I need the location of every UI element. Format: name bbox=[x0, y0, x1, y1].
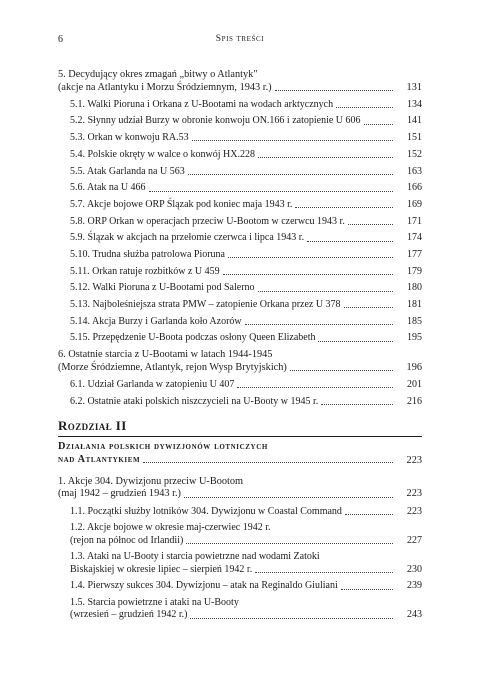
toc-subsection-entry[interactable] bbox=[58, 115, 422, 127]
toc-page-number: 227 bbox=[407, 534, 422, 546]
leader-dots bbox=[290, 370, 393, 371]
toc-entry-row bbox=[70, 266, 422, 278]
toc-section-1[interactable] bbox=[58, 476, 422, 501]
toc-entry-row bbox=[70, 609, 422, 621]
toc-entry-title: 6.1. Udział Garlanda w zatopieniu U 407 bbox=[70, 378, 235, 390]
toc-entry-title: 5.15. Przepędzenie U-Boota podczas osłony Queen Elizabeth bbox=[70, 332, 316, 344]
toc-entry-title: 5.8. ORP Orkan w operacjach przeciw U-Bootom w czerwcu 1943 r. bbox=[70, 215, 345, 227]
toc-entry-row bbox=[70, 282, 422, 294]
toc-subsection-entry[interactable] bbox=[58, 232, 422, 244]
chapter-title: Rozdział II bbox=[58, 417, 127, 433]
toc-page-number: 243 bbox=[407, 609, 422, 621]
leader-dots bbox=[258, 157, 393, 158]
toc-page-number: 152 bbox=[407, 148, 422, 160]
toc-subsection-entry[interactable] bbox=[58, 522, 422, 547]
toc-entry-row bbox=[70, 149, 422, 161]
toc-entry-title: 5.4. Polskie okręty w walce o konwój HX.228 bbox=[70, 148, 255, 160]
leader-dots bbox=[186, 543, 393, 544]
toc-page-number: 131 bbox=[406, 81, 422, 93]
toc-entry-row bbox=[70, 506, 422, 518]
toc-page-number: 174 bbox=[407, 232, 422, 244]
leader-dots bbox=[223, 274, 393, 275]
toc-subsection-entry[interactable] bbox=[58, 249, 422, 261]
toc-page-number: 239 bbox=[407, 580, 422, 592]
toc-entry-line1: 1.3. Ataki na U-Booty i starcia powietrzne nad wodami Zatoki bbox=[70, 551, 320, 563]
toc-subsection-entry[interactable] bbox=[58, 182, 422, 194]
toc-subsection-entry[interactable] bbox=[58, 396, 422, 408]
toc-subsection-entry[interactable] bbox=[58, 316, 422, 328]
toc-subsection-entry[interactable] bbox=[58, 132, 422, 144]
toc-entry-row bbox=[70, 232, 422, 244]
toc-entry-line2: (rejon na północ od Irlandii) bbox=[70, 534, 184, 546]
leader-dots bbox=[336, 107, 393, 108]
leader-dots bbox=[228, 257, 393, 258]
leader-dots bbox=[321, 404, 393, 405]
leader-dots bbox=[192, 140, 393, 141]
running-head: Spis treści bbox=[215, 34, 265, 44]
toc-page-number: 163 bbox=[407, 165, 422, 177]
toc-subsection-list-5 bbox=[58, 99, 422, 345]
toc-entry-title: 5.7. Akcje bojowe ORP Ślązak pod koniec maja 1943 r. bbox=[70, 198, 293, 210]
toc-entry-title: 6.2. Ostatnie ataki polskich niszczycieli na U-Booty w 1945 r. bbox=[70, 395, 319, 407]
toc-entry-title: 5.9. Ślązak w akcjach na przełomie czerwca i lipca 1943 r. bbox=[70, 232, 305, 244]
toc-subsection-entry[interactable] bbox=[58, 332, 422, 344]
leader-dots bbox=[295, 207, 393, 208]
toc-section-5[interactable] bbox=[58, 69, 422, 94]
toc-entry-line1: 1.2. Akcje bojowe w okresie maj-czerwiec 1942 r. bbox=[70, 522, 271, 534]
toc-entry-line2: (Morze Śródziemne, Atlantyk, rejon Wysp Brytyjskich) bbox=[58, 361, 287, 373]
leader-dots bbox=[348, 224, 393, 225]
leader-dots bbox=[364, 124, 393, 125]
toc-entry-row bbox=[70, 332, 422, 344]
toc-entry-row bbox=[70, 216, 422, 228]
toc-entry-row bbox=[70, 182, 422, 194]
toc-page-number: 134 bbox=[407, 98, 422, 110]
toc-entry-line1: 5. Decydujący okres zmagań „bitwy o Atlantyk" bbox=[58, 69, 258, 80]
leader-dots bbox=[143, 462, 393, 463]
toc-page-number: 196 bbox=[406, 361, 422, 373]
toc-page-number: 180 bbox=[407, 282, 422, 294]
chapter-rule bbox=[58, 436, 422, 437]
toc-entry-row bbox=[70, 316, 422, 328]
chapter-subtitle-line2: nad Atlantykiem bbox=[58, 453, 141, 465]
page-header bbox=[58, 34, 422, 48]
toc-entry-title: 1.1. Początki służby lotników 304. Dywizjonu w Coastal Command bbox=[70, 505, 342, 517]
toc-entry-title: 5.11. Orkan ratuje rozbitków z U 459 bbox=[70, 265, 220, 277]
leader-dots bbox=[344, 307, 393, 308]
leader-dots bbox=[184, 497, 393, 498]
toc-page-number: 151 bbox=[407, 132, 422, 144]
toc-section-6[interactable] bbox=[58, 349, 422, 374]
leader-dots bbox=[245, 324, 393, 325]
toc-page-number: 181 bbox=[407, 299, 422, 311]
toc-entry-line2: (akcje na Atlantyku i Morzu Śródziemnym, 1943 r.) bbox=[58, 81, 272, 93]
leader-dots bbox=[149, 191, 393, 192]
leader-dots bbox=[188, 174, 393, 175]
toc-subsection-entry[interactable] bbox=[58, 299, 422, 311]
toc-subsection-entry[interactable] bbox=[58, 266, 422, 278]
chapter-subtitle-line1: Działania polskich dywizjonów lotniczych bbox=[58, 440, 268, 452]
toc-entry-row bbox=[70, 99, 422, 111]
toc-entry-line2: Biskajskiej w okresie lipiec – sierpień 1942 r. bbox=[70, 563, 253, 575]
toc-page-number: 223 bbox=[406, 488, 422, 500]
toc-entry-title: 5.3. Orkan w konwoju RA.53 bbox=[70, 132, 189, 144]
leader-dots bbox=[190, 618, 393, 619]
toc-subsection-entry[interactable] bbox=[58, 99, 422, 111]
leader-dots bbox=[341, 589, 393, 590]
toc-page-number: 171 bbox=[407, 215, 422, 227]
toc-entry-title: 5.13. Najboleśniejsza strata PMW – zatopienie Orkana przez U 378 bbox=[70, 299, 341, 311]
toc-subsection-entry[interactable] bbox=[58, 379, 422, 391]
toc-page-number: 223 bbox=[407, 505, 422, 517]
toc-subsection-list-6 bbox=[58, 379, 422, 408]
toc-entry-row bbox=[70, 299, 422, 311]
toc-page-number: 169 bbox=[407, 198, 422, 210]
leader-dots bbox=[237, 387, 393, 388]
toc-entry-title: 5.6. Atak na U 466 bbox=[70, 182, 146, 194]
leader-dots bbox=[307, 241, 393, 242]
toc-entry-title: 5.12. Walki Pioruna z U-Bootami pod Salerno bbox=[70, 282, 255, 294]
toc-page-number: 223 bbox=[406, 454, 422, 466]
toc-subsection-entry[interactable] bbox=[58, 506, 422, 518]
toc-page-number: 216 bbox=[407, 395, 422, 407]
toc-entry-title: 5.1. Walki Pioruna i Orkana z U-Bootami na wodach arktycznych bbox=[70, 98, 334, 110]
leader-dots bbox=[258, 291, 393, 292]
toc-entry-row bbox=[70, 249, 422, 261]
toc-entry-title: 5.10. Trudna służba patrolowa Pioruna bbox=[70, 248, 225, 260]
leader-dots bbox=[345, 514, 393, 515]
toc-entry-title: 5.2. Słynny udział Burzy w obronie konwoju ON.166 i zatopienie U 606 bbox=[70, 115, 361, 127]
toc-page-number: 230 bbox=[407, 563, 422, 575]
toc-entry-title: 1.4. Pierwszy sukces 304. Dywizjonu – atak na Reginaldo Giuliani bbox=[70, 580, 338, 592]
toc-entry-row bbox=[70, 166, 422, 178]
toc-subsection-entry[interactable] bbox=[58, 551, 422, 576]
toc-entry-row bbox=[70, 535, 422, 547]
chapter-2-heading[interactable] bbox=[58, 418, 422, 466]
toc-subsection-entry[interactable] bbox=[58, 580, 422, 592]
toc-entry-line1: 1. Akcje 304. Dywizjonu przeciw U-Bootom bbox=[58, 475, 244, 487]
toc-page-number: 201 bbox=[407, 378, 422, 390]
toc-subsection-entry[interactable] bbox=[58, 597, 422, 622]
toc-page-number: 177 bbox=[407, 248, 422, 260]
toc-entry-row bbox=[70, 379, 422, 391]
toc-entry-row bbox=[70, 396, 422, 408]
toc-entry-row bbox=[70, 580, 422, 592]
leader-dots bbox=[318, 341, 393, 342]
toc-entry-line2: (maj 1942 – grudzień 1943 r.) bbox=[58, 488, 181, 500]
toc-entry-line1: 6. Ostatnie starcia z U-Bootami w latach 1944-1945 bbox=[58, 349, 273, 361]
toc-entry-line1: 1.5. Starcia powietrzne i ataki na U-Booty bbox=[70, 596, 239, 608]
toc-subsection-entry[interactable] bbox=[58, 216, 422, 228]
toc-page-number: 179 bbox=[407, 265, 422, 277]
toc-entry-row bbox=[70, 564, 422, 576]
toc-entry-title: 5.14. Akcja Burzy i Garlanda koło Azorów bbox=[70, 315, 242, 327]
toc-subsection-list-ch2 bbox=[58, 506, 422, 622]
leader-dots bbox=[255, 572, 393, 573]
toc-subsection-entry[interactable] bbox=[58, 149, 422, 161]
toc-entry-title: 5.5. Atak Garlanda na U 563 bbox=[70, 165, 185, 177]
toc-entry-row bbox=[70, 132, 422, 144]
leader-dots bbox=[275, 90, 393, 91]
toc-entry-line2: (wrzesień – grudzień 1942 r.) bbox=[70, 609, 188, 621]
toc-page-number: 166 bbox=[407, 182, 422, 194]
table-of-contents bbox=[58, 68, 422, 626]
toc-subsection-entry[interactable] bbox=[58, 166, 422, 178]
toc-entry-row bbox=[70, 115, 422, 127]
toc-page-number: 195 bbox=[407, 332, 422, 344]
toc-entry-row bbox=[70, 199, 422, 211]
toc-page-number: 185 bbox=[407, 315, 422, 327]
toc-subsection-entry[interactable] bbox=[58, 199, 422, 211]
toc-subsection-entry[interactable] bbox=[58, 282, 422, 294]
toc-page-number: 141 bbox=[407, 115, 422, 127]
page-number: 6 bbox=[58, 34, 63, 45]
